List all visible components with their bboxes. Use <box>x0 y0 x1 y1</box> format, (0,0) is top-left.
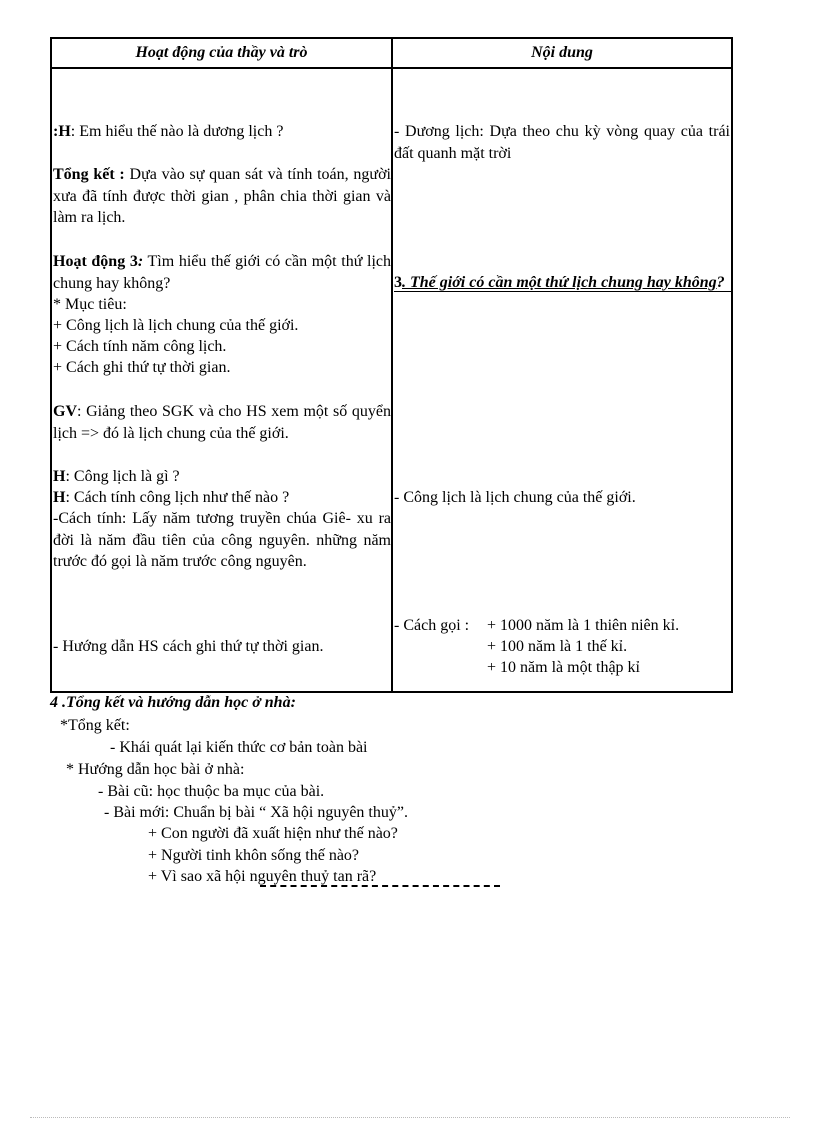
question-item-3: + Vì sao xã hội nguyên thuỷ tan rã? <box>148 868 377 885</box>
activity-column <box>51 68 392 692</box>
old-lesson: - Bài cũ: học thuộc ba mục của bài. <box>98 783 325 800</box>
common-calendar-statement: - Công lịch là lịch chung của thế giới. <box>394 489 636 506</box>
question-calculation: H: Cách tính công lịch như thế nào ? <box>53 489 290 506</box>
table-header-row <box>51 38 732 68</box>
question-item-1: + Con người đã xuất hiện như thế nào? <box>148 825 398 842</box>
header-content: Nội dung <box>392 38 732 68</box>
question-common-calendar: H: Công lịch là gì ? <box>53 468 180 485</box>
teacher-paragraph: GV: Giảng theo SGK và cho HS xem một số quyển lịch => đó là lịch chung của thế giới. <box>53 403 391 442</box>
guide-time-order: - Hướng dẫn HS cách ghi thứ tự thời gian. <box>53 638 324 655</box>
goal-item-2: + Cách tính năm công lịch. <box>53 338 227 355</box>
goal-item-3: + Cách ghi thứ tự thời gian. <box>53 359 231 376</box>
question-solar-calendar: :H: Em hiểu thế nào là dương lịch ? <box>53 123 284 140</box>
summary-heading: *Tổng kết: <box>60 717 130 734</box>
header-teacher-student-activity: Hoạt động của thầy và trò <box>51 38 392 68</box>
calculation-paragraph: -Cách tính: Lấy năm tương truyền chúa Giê- xu ra đời là năm đầu tiên của công nguyên. những năm trước đó gọi là năm trước công nguyên. <box>53 510 391 570</box>
solar-calendar-definition: - Dương lịch: Dựa theo chu kỳ vòng quay của trái đất quanh mặt trời <box>394 123 730 162</box>
goal-heading: * Mục tiêu: <box>53 296 127 313</box>
naming-item-3: + 10 năm là một thập kỉ <box>487 659 640 676</box>
new-lesson: - Bài mới: Chuẩn bị bài “ Xã hội nguyên thuỷ”. <box>104 804 408 821</box>
homework-heading: * Hướng dẫn học bài ở nhà: <box>66 761 245 778</box>
naming-item-1: + 1000 năm là 1 thiên niên kỉ. <box>487 617 680 634</box>
activity-3-paragraph: Hoạt động 3: Tìm hiểu thế giới có cần một thứ lịch chung hay không? <box>53 253 391 292</box>
goal-item-1: + Công lịch là lịch chung của thế giới. <box>53 317 299 334</box>
summary-paragraph: Tổng kết : Dựa vào sự quan sát và tính toán, người xưa đã tính được thời gian , phân chia thời gian và làm ra lịch. <box>53 166 391 226</box>
question-item-2: + Người tinh khôn sống thế nào? <box>148 847 360 864</box>
lesson-table <box>50 37 733 693</box>
summary-line: - Khái quát lại kiến thức cơ bản toàn bài <box>110 739 368 756</box>
dashed-separator <box>260 885 500 887</box>
naming-label: - Cách gọi : <box>394 617 470 634</box>
page-bottom-divider <box>30 1117 790 1118</box>
section-divider <box>394 291 731 292</box>
section-3-heading: 3. Thế giới có cần một thứ lịch chung hay không? <box>394 274 725 291</box>
table-body-row <box>51 68 732 692</box>
content-column <box>392 68 732 692</box>
section-4-title: 4 .Tổng kết và hướng dẫn học ở nhà: <box>50 694 296 711</box>
naming-item-2: + 100 năm là 1 thế kỉ. <box>487 638 628 655</box>
